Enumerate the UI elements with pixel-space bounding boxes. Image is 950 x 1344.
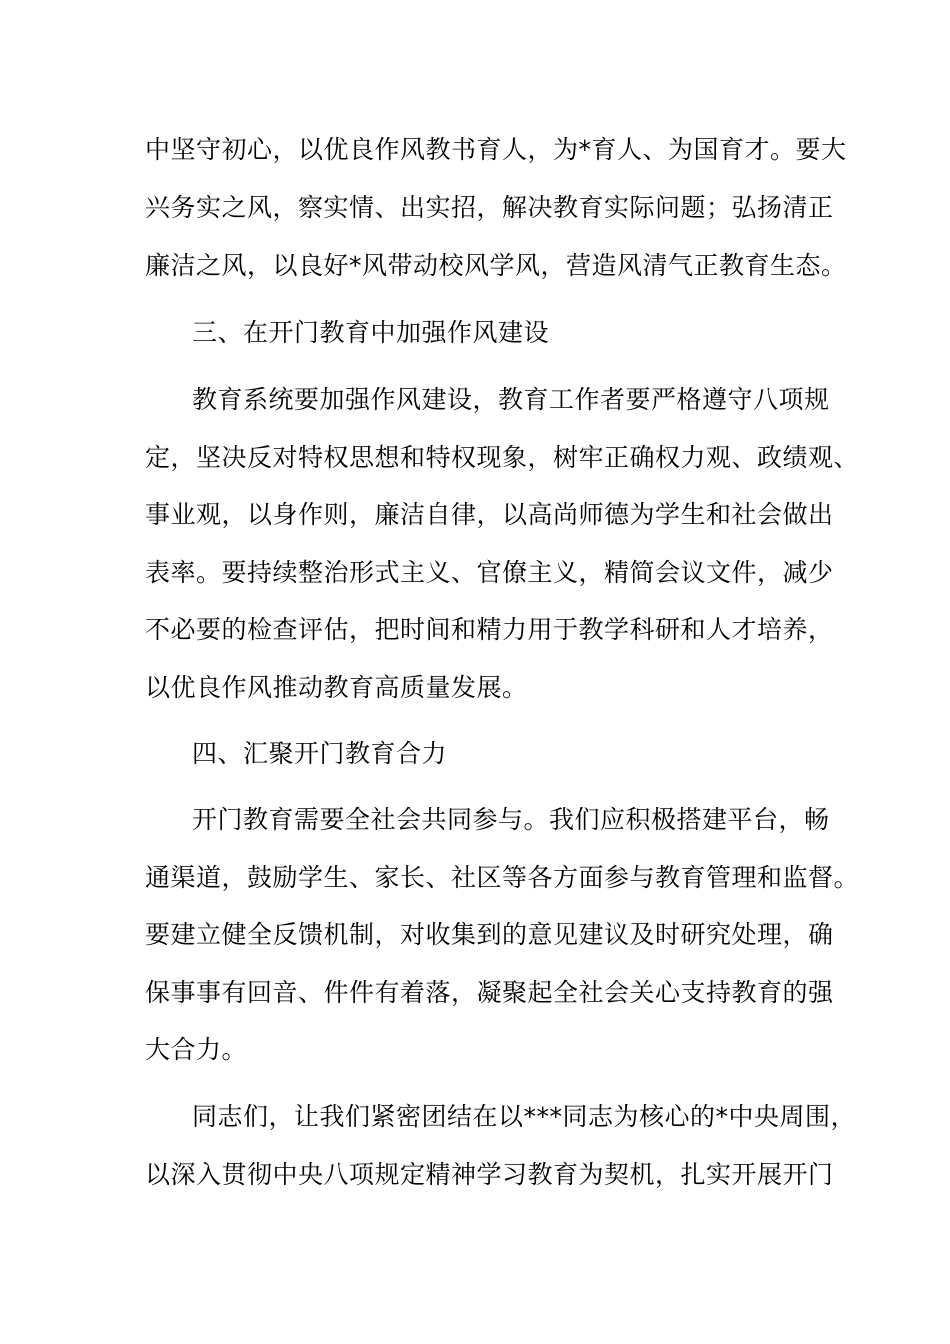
body-text-line: 要建立健全反馈机制，对收集到的意见建议及时研究处理，确 [145, 920, 834, 949]
body-text-line: 兴务实之风，察实情、出实招，解决教育实际问题；弘扬清正 [145, 193, 834, 222]
body-text-line: 同志们，让我们紧密团结在以***同志为核心的*中央周围， [192, 1102, 857, 1131]
body-text-line: 大合力。 [145, 1035, 248, 1064]
body-text-line: 中坚守初心，以优良作风教书育人，为*育人、为国育才。要大 [145, 135, 847, 164]
body-text-line: 定，坚决反对特权思想和特权现象，树牢正确权力观、政绩观、 [145, 443, 860, 472]
body-text-line: 事业观，以身作则，廉洁自律，以高尚师德为学生和社会做出 [145, 500, 834, 529]
body-text-line: 不必要的检查评估，把时间和精力用于教学科研和人才培养， [145, 615, 834, 644]
body-text-line: 廉洁之风，以良好*风带动校风学风，营造风清气正教育生态。 [145, 251, 847, 280]
body-text-line: 表率。要持续整治形式主义、官僚主义，精简会议文件，减少 [145, 558, 834, 587]
body-text-line: 开门教育需要全社会共同参与。我们应积极搭建平台，畅 [192, 805, 830, 834]
body-text-line: 保事事有回音、件件有着落，凝聚起全社会关心支持教育的强 [145, 978, 834, 1007]
body-text-line: 通渠道，鼓励学生、家长、社区等各方面参与教育管理和监督。 [145, 863, 860, 892]
body-text-line: 以深入贯彻中央八项规定精神学习教育为契机，扎实开展开门 [145, 1160, 834, 1189]
section-heading-4: 四、汇聚开门教育合力 [192, 739, 448, 768]
section-heading-3: 三、在开门教育中加强作风建设 [192, 318, 550, 347]
body-text-line: 教育系统要加强作风建设，教育工作者要严格遵守八项规 [192, 385, 830, 414]
body-text-line: 以优良作风推动教育高质量发展。 [145, 673, 528, 702]
